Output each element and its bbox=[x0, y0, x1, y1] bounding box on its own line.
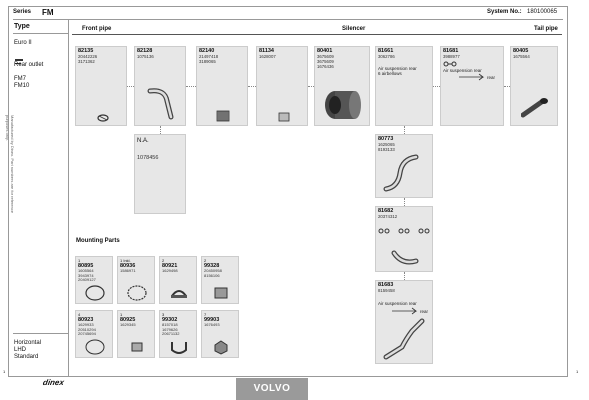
section-front-pipe: Front pipe bbox=[82, 26, 112, 32]
oe-numbers: 1075136 bbox=[137, 54, 154, 59]
model-fm10: FM10 bbox=[14, 83, 30, 89]
section-tail-pipe: Tail pipe bbox=[534, 26, 558, 32]
part-code: 80925 bbox=[120, 317, 136, 323]
oe-numbers: 1625065 8193133 bbox=[378, 142, 395, 152]
quantity: 4 bbox=[78, 312, 81, 317]
part-code: 99903 bbox=[204, 317, 220, 323]
mount-card-99328[interactable] bbox=[201, 256, 239, 304]
oe-numbers: 3675609 3675609 1676436 bbox=[317, 54, 334, 69]
part-code: 81683 bbox=[378, 282, 394, 288]
axle-options-icon bbox=[378, 227, 432, 235]
part-code: 82140 bbox=[199, 48, 215, 54]
part-code: 80405 bbox=[513, 48, 529, 54]
part-card-82135[interactable] bbox=[75, 46, 127, 126]
oe-numbers: 1586971 bbox=[120, 268, 136, 273]
part-code: 99328 bbox=[204, 263, 220, 269]
oe-numbers: 1629345 bbox=[120, 322, 136, 327]
part-code: 80923 bbox=[78, 317, 94, 323]
connector bbox=[404, 272, 405, 280]
connector bbox=[433, 86, 440, 87]
sleeve-icon bbox=[277, 111, 291, 123]
part-card-82140[interactable] bbox=[196, 46, 248, 126]
arrow-icon bbox=[390, 307, 420, 315]
connector bbox=[404, 126, 405, 134]
part-card-82128[interactable] bbox=[134, 46, 186, 126]
mount-card-80923[interactable] bbox=[75, 310, 113, 358]
mount-card-99903[interactable] bbox=[201, 310, 239, 358]
section-silencer: Silencer bbox=[342, 26, 366, 32]
divider bbox=[13, 33, 68, 34]
oe-numbers: 1675564 bbox=[513, 54, 530, 59]
quantity: 1 bbox=[120, 312, 123, 317]
footer-lhd: LHD bbox=[14, 347, 27, 353]
series-label: Series bbox=[13, 9, 32, 15]
gasket-icon bbox=[84, 338, 106, 356]
ring-clamp-icon bbox=[84, 284, 106, 302]
part-code: 82135 bbox=[78, 48, 94, 54]
part-code: 81661 bbox=[378, 48, 394, 54]
tail-pipe-icon bbox=[521, 95, 551, 119]
connector bbox=[308, 86, 314, 87]
connector bbox=[404, 198, 405, 206]
section-header-bar bbox=[72, 26, 562, 35]
quantity: 7 bbox=[204, 312, 207, 317]
model-fm7: FM7 bbox=[14, 76, 26, 82]
quantity: 2 bbox=[204, 258, 207, 263]
quantity: 2 bbox=[162, 258, 165, 263]
oe-numbers: 1628007 bbox=[259, 54, 276, 59]
oe-numbers: 21497418 3189065 bbox=[199, 54, 219, 64]
left-panel bbox=[13, 20, 69, 376]
oe-numbers: 3062786 bbox=[378, 54, 395, 59]
short-pipe-icon bbox=[390, 249, 420, 269]
clamp-icon bbox=[168, 284, 190, 302]
part-code: 81681 bbox=[443, 48, 459, 54]
mount-card-80925[interactable] bbox=[117, 310, 155, 358]
emission-label: Euro II bbox=[14, 40, 32, 46]
part-card-80401[interactable] bbox=[314, 46, 370, 126]
part-code: 80773 bbox=[378, 136, 394, 142]
nut-icon bbox=[210, 338, 232, 356]
side-note: Manufactured by Dinex. Part numbers are for reference purposes only. bbox=[5, 115, 15, 214]
connector bbox=[160, 126, 161, 134]
mounting-parts-title: Mounting Parts bbox=[76, 238, 120, 244]
connector bbox=[248, 86, 256, 87]
footer-standard: Standard bbox=[14, 354, 39, 360]
axle-icon bbox=[443, 61, 457, 67]
oe-numbers: 8157018 1679626 20671132 bbox=[162, 322, 180, 336]
part-card-81682[interactable] bbox=[375, 206, 433, 272]
part-code: 80921 bbox=[162, 263, 178, 269]
arrow-icon bbox=[457, 73, 487, 81]
page-number-right: 1 bbox=[576, 369, 579, 374]
sleeve-icon bbox=[210, 284, 232, 302]
oe-numbers: 1605564 3943974 20409127 bbox=[78, 268, 96, 282]
u-clamp-icon bbox=[168, 338, 190, 356]
part-card-81661[interactable] bbox=[375, 46, 433, 126]
header-bar bbox=[13, 6, 563, 20]
fitment-rear: rear bbox=[420, 309, 429, 314]
clamp-part-icon bbox=[96, 113, 110, 123]
divider bbox=[13, 333, 68, 334]
mount-card-80921[interactable] bbox=[159, 256, 197, 304]
part-code: 82128 bbox=[137, 48, 153, 54]
fitment-rear: rear bbox=[487, 75, 496, 80]
part-code: 80936 bbox=[120, 263, 136, 269]
oe-numbers: 20442226 3171362 bbox=[78, 54, 98, 64]
mount-card-80895[interactable] bbox=[75, 256, 113, 304]
long-pipe-icon bbox=[382, 317, 426, 361]
rear-outlet-label: Rear outlet bbox=[14, 62, 44, 68]
quantity: 1 Inkl. bbox=[120, 258, 131, 263]
type-label: Type bbox=[14, 23, 30, 30]
quantity: 3 bbox=[162, 312, 165, 317]
fitment-note: Air suspension rear bbox=[443, 68, 482, 73]
fitment-note: Air suspension rear bbox=[378, 301, 417, 306]
connector bbox=[127, 86, 134, 87]
oe-numbers: 20450958 8156106 bbox=[204, 268, 222, 278]
part-card-na[interactable] bbox=[134, 134, 186, 214]
mount-card-80936[interactable] bbox=[117, 256, 155, 304]
oe-numbers: 8159458 bbox=[378, 288, 395, 293]
brand-badge: VOLVO bbox=[236, 378, 308, 400]
oe-numbers: 1676493 bbox=[204, 322, 220, 327]
part-code: 99302 bbox=[162, 317, 178, 323]
dinex-logo: dinex bbox=[42, 378, 65, 387]
oe-numbers: 3988977 bbox=[443, 54, 460, 59]
part-card-81681[interactable] bbox=[440, 46, 504, 126]
part-card-80405[interactable] bbox=[510, 46, 558, 126]
oe-numbers: 1629933 20510294 20745694 bbox=[78, 322, 96, 336]
ring-clamp-icon bbox=[126, 284, 148, 302]
page-number-left: 1 bbox=[3, 369, 6, 374]
part-card-81134[interactable] bbox=[256, 46, 308, 126]
mount-card-99302[interactable] bbox=[159, 310, 197, 358]
series-value: FM bbox=[42, 8, 54, 17]
flex-pipe-icon bbox=[215, 109, 231, 123]
connector bbox=[504, 86, 510, 87]
connector bbox=[186, 86, 196, 87]
system-value: 180100065 bbox=[527, 9, 558, 15]
part-code: 80401 bbox=[317, 48, 333, 54]
fitment-note: Air suspension rear 6 airbellows bbox=[378, 66, 417, 76]
footer-horizontal: Horizontal bbox=[14, 340, 42, 346]
part-code: 81134 bbox=[259, 48, 274, 54]
part-card-81683[interactable] bbox=[375, 280, 433, 364]
silencer-icon bbox=[321, 87, 363, 123]
oe-numbers: 20374312 bbox=[378, 214, 398, 219]
bracket-icon bbox=[126, 338, 148, 356]
bent-pipe-icon bbox=[147, 87, 177, 121]
quantity: 1 bbox=[78, 258, 81, 263]
bent-pipe-icon bbox=[382, 153, 422, 193]
part-code: 80895 bbox=[78, 263, 94, 269]
system-label: System No.: bbox=[487, 9, 522, 15]
part-code: N.A. bbox=[137, 138, 149, 144]
part-code: 81682 bbox=[378, 208, 394, 214]
part-card-80773[interactable] bbox=[375, 134, 433, 198]
oe-numbers: 1629498 bbox=[162, 268, 178, 273]
oe-numbers: 1078456 bbox=[137, 155, 159, 161]
